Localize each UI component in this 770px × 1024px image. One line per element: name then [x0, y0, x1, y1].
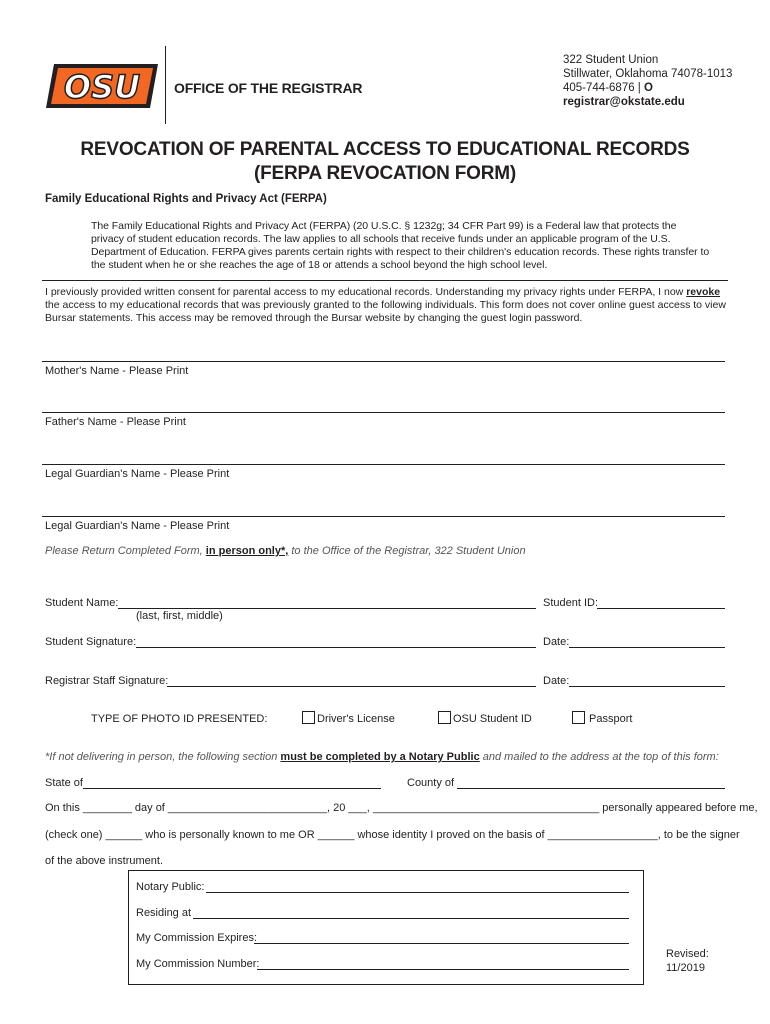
- date-field[interactable]: [569, 647, 725, 648]
- county-field[interactable]: [457, 788, 725, 789]
- photo-id-label: TYPE OF PHOTO ID PRESENTED:: [91, 713, 268, 725]
- staff-date-field[interactable]: [569, 686, 725, 687]
- form-title: REVOCATION OF PARENTAL ACCESS TO EDUCATIONAL RECORDS (FERPA REVOCATION FORM): [80, 139, 690, 184]
- commission-number-field[interactable]: [257, 969, 629, 970]
- notary-public-field[interactable]: [206, 892, 629, 893]
- guardian2-name-line[interactable]: [42, 516, 725, 517]
- osu-student-id-checkbox[interactable]: [438, 711, 451, 729]
- ferpa-paragraph: The Family Educational Rights and Privacy Act (FERPA) (20 U.S.C. § 1232g; 34 CFR Part 99) is a Federal law that protects the privacy of student education records. The law applies to all schools that receive funds under an applicable program of the U.S. Department of Education. FERPA gives parents certain rights with respect to their children's education records. These rights transfer to the student when he or she reaches the age of 18 or attends a school beyond the high school level.: [91, 220, 710, 271]
- notary-line3: of the above instrument.: [45, 855, 164, 867]
- state-field[interactable]: [83, 788, 381, 789]
- address-line1: 322 Student Union: [563, 54, 659, 66]
- student-name-field[interactable]: [118, 608, 536, 609]
- header-divider: [165, 46, 166, 124]
- staff-signature-field[interactable]: [167, 686, 536, 687]
- guardian1-name-label: Legal Guardian's Name - Please Print: [45, 468, 230, 480]
- passport-label: Passport: [589, 713, 633, 725]
- student-signature-label: Student Signature:: [45, 636, 137, 648]
- staff-signature-label: Registrar Staff Signature:: [45, 675, 169, 687]
- registrar-address: [563, 53, 732, 109]
- guardian1-name-line[interactable]: [42, 464, 725, 465]
- ferpa-heading: Family Educational Rights and Privacy Act (FERPA): [45, 193, 327, 205]
- residing-label: Residing at: [136, 907, 192, 919]
- staff-date-label: Date:: [543, 675, 570, 687]
- phone: 405-744-6876 | O: [563, 82, 653, 94]
- notary-note: *If not delivering in person, the following section must be completed by a Notary Public and mailed to the address at the top of this form:: [45, 751, 719, 763]
- student-name-label: Student Name:: [45, 597, 119, 609]
- notary-line2: (check one) ______ who is personally known to me OR ______ whose identity I proved on the basis of __________________, to be the signer: [45, 829, 740, 841]
- drivers-license-label: Driver's License: [317, 713, 395, 725]
- divider: [42, 280, 728, 281]
- commission-expires-label: My Commission Expires:: [136, 932, 258, 944]
- mother-name-label: Mother's Name - Please Print: [45, 365, 189, 377]
- address-line2: Stillwater, Oklahoma 74078-1013: [563, 68, 733, 80]
- notary-line1: On this ________ day of __________________________, 20 ___, _____________________________________ personally appeared before me,: [45, 802, 758, 814]
- revised-note: Revised: 11/2019: [666, 948, 709, 974]
- drivers-license-checkbox[interactable]: [302, 711, 315, 729]
- passport-checkbox[interactable]: [572, 711, 585, 729]
- father-name-line[interactable]: [42, 412, 725, 413]
- email: registrar@okstate.edu: [563, 96, 685, 108]
- state-label: State of: [45, 777, 83, 789]
- student-id-field[interactable]: [597, 608, 725, 609]
- student-name-hint: (last, first, middle): [136, 610, 223, 622]
- student-signature-field[interactable]: [136, 647, 536, 648]
- student-id-label: Student ID:: [543, 597, 599, 609]
- office-title: OFFICE OF THE REGISTRAR: [174, 80, 363, 96]
- osu-logo: [46, 58, 162, 114]
- osu-student-id-label: OSU Student ID: [453, 713, 532, 725]
- return-note: Please Return Completed Form, in person only*, to the Office of the Registrar, 322 Student Union: [45, 545, 526, 557]
- residing-field[interactable]: [193, 918, 629, 919]
- notary-public-label: Notary Public:: [136, 881, 205, 893]
- consent-paragraph: I previously provided written consent for parental access to my educational records. Understanding my privacy rights under FERPA, I now revoke the access to my educational records that was previously granted to the following individuals. This form does not cover online guest access to view Bursar statements. This access may be removed through the Bursar website by changing the guest login password.: [45, 286, 726, 324]
- commission-expires-field[interactable]: [254, 943, 629, 944]
- mother-name-line[interactable]: [42, 361, 725, 362]
- father-name-label: Father's Name - Please Print: [45, 416, 186, 428]
- commission-number-label: My Commission Number:: [136, 958, 260, 970]
- date-label: Date:: [543, 636, 570, 648]
- svg-text:OSU: OSU: [63, 68, 141, 106]
- guardian2-name-label: Legal Guardian's Name - Please Print: [45, 520, 230, 532]
- county-label: County of: [407, 777, 455, 789]
